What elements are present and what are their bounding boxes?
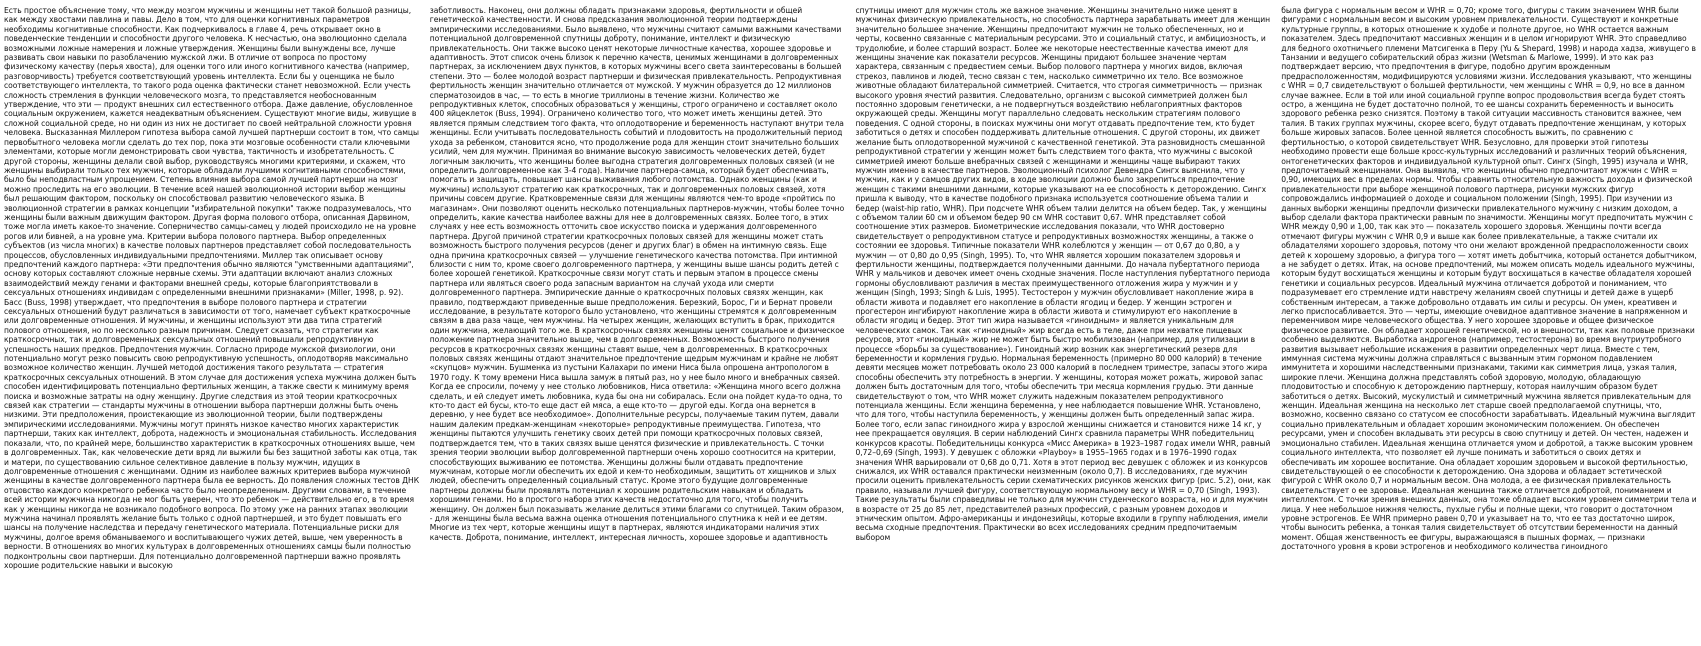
text-column-2 (430, 6, 846, 638)
text-column-3 (856, 6, 1272, 638)
paragraph: заботливость. Наконец, они должны обладать признаками здоровья, фертильности и общей генетической качественности. И снова предсказания эволюционной теории подтверждены эмпирическими исследованиями. Было выявлено, что мужчины считают самыми важными качествами потенциальной долговременной спутницы доброту, понимание, интеллект и физическую привлекательность. Они также высоко ценят некоторые личностные качества, хорошее здоровье и адаптивность. Этот список очень близок к перечню качеств, ценимых женщинами в долговременных партнерах, за исключением двух пунктов, в которых мужчины всего света заинтересованы в большей степени. Это — более молодой возраст партнерши и физическая привлекательность. Репродуктивная фертильность женщин значительно отличается от мужской. У мужчин образуется до 12 миллионов сперматозоидов в час, — то есть в многие триллионы в течение жизни. Количество же репродуктивных клеток, способных образоваться у женщины, строго ограничено и составляет около 400 яйцеклеток (Buss, 1994). Ограничено количество того, что может иметь женщины детей. Это является прямым следствием того факта, что оплодотворение и беременность наступают внутри тела женщины. Если учитывать последовательность событий и плодовитость на продолжительный период ухода за ребенком, становится ясно, что продолжение рода для женщин стоит значительно больших усилий, чем для мужчин. Принимая во внимание высокую зависимость человеческих детей, будет логичным заключить, что женщины более выгодна стратегия долговременных половых связей (и не определить долговременное как 3-4 года). Наличие партнера-самца, который будет обеспечивать, помогать и защищать, повышает шансы выживания любого потомства. Однако женщины (как и мужчины) используют стратегию как краткосрочных, так и долговременных половых связей, хотя причины совсем другие. Кратковременные связи для женщины являются чем-то вроде «пройтись по магазинам». Они позволяют оценить несколько потенциальных партнеров-мужчин, чтобы более точно определить, какие качества наиболее важны для нее в долговременных связях. Более того, в этих случаях у нее есть возможность отточить свое искусство поиска и удержания долговременного партнера. Другой причиной стратегии краткосрочных половых связей для женщины может стать возможность быстрого получения ресурсов (денег и других благ) в обмен на интимную связь. Еще одна причина краткосрочных связей — улучшение генетического качества потомства. При интимной близости с ним то, кроме своего долговременного партнера, у женщины выше шансы родить детей с более хорошей генетикой. Краткосрочные связи могут стать и первым этапом в процессе смены партнера или являться своего рода запасным вариантом на случай ухода или смерти долговременного партнера. Эмпирические данные о краткосрочных половых связях женщин, как правило, подтверждают приведенные выше предположения. Березкий, Борос, Ги и Бернат провели исследование, в результате которого было установлено, что женщины стремятся к долговременным связям в два раза чаще, чем мужчины. На четырех женщин, желающих вступить в брак, приходится один мужчина, желающий того же. В краткосрочных связях женщины ценят социальное и физическое положение партнера значительно выше, чем в долговременных. Возможность быстрого получения ресурсов в краткосрочных связях женщины ставят выше, чем в долговременных. В краткосрочных половых связях женщины отдают значительное предпочтение щедрым мужчинам и крайне не любят «скупцов» мужчин. Бушменка из пустыни Калахари по имени Ниса была опрошена антропологом в 1970 году. К тому времени Ниса вышла замуж в пятый раз, но у нее было много и внебрачных связей. Когда ее спросили, почему у нее столько любовников, Ниса ответила: «Женщина много всего должна сделать, и ей следует иметь любовника, куда бы она ни собиралась. Если она пойдет куда-то одна, то кто-то даст ей бусы, кто-то еще даст ей мяса, а еще кто-то — другой еды. Когда она вернется в деревню, у нее будет все необходимое». Дополнительные ресурсы, получаемые таким путем, давали нашим далеким предкам-женщинам «некоторые» репродуктивные преимущества. Гипотеза, что женщины пытаются улучшить генетику своих детей при помощи краткосрочных половых связей, подтверждается тем, что в таких связях выше ценятся физические и привлекательность. С точки зрения теории эволюции выбор долговременной партнерши очень хорошо соотносится на критерии, способствующих выживанию ее потомства. Женщины должны были отдавать предпочтение мужчинам, которые могли обеспечить их едой и кем-то необходимым, защитить от хищников и злых людей, обеспечить определенный социальный статус. Кроме этого будущие долговременные партнеры должны были проявлять потенциал к хорошим родительским навыкам и обладать хорошими генами. Но в простого набора этих качеств недостаточно для того, чтобы получить женщину. Он должен был показывать желание делиться этими благами со спутницей. Таким образом, - для женщины была весьма важна оценка отношения потенциального спутника к ней и ее детям. Многие из тех черт, которые женщины ищут в партнерах, являются индикаторами наличия этих качеств. Доброта, понимание, интеллект, интересная личность, хорошее здоровье и адаптивность (429, 6, 847, 542)
text-column-1 (4, 6, 420, 638)
text-column-4 (1281, 6, 1700, 638)
paragraph: Есть простое объяснение тому, что между мозгом мужчины и женщины нет такой большой разницы, как между хвостами павлина и павы. Дело в том, что для оценки когнитивных параметров необходимы когнитивные способности. Как подчеркивалось в главе 4, речь открывает окно в поведенческие тенденции и способности другого человека. К несчастью, она эволюционно сделала возможными ложные намерения и ложные утверждения. Женщины были вынуждены все, лучше развивать свои навыки по разоблачению мужской лжи. В отличие от вопроса по простому физическому качеству (перья хвоста), для оценки того или иного когнитивного качества (например, разговорчивость) требуется соответствующий уровень интеллекта. Если бы у оценщика не было соответствующего интеллекта, то такого рода оценка фактически станет невозможной. Если учесть сложность стремления в функции человеческого мозга, то представляется необоснованным утверждение, что эти — продукт внешних сил естественного отбора. Даже давление, обусловленное социальным окружением, кажется неадекватным объяснением. Существуют многие виды, живущие в сложной социальной среде, но ни один из них не достигает по своей нейтральной сложности уровня человека. Высказанная Миллером гипотеза выбора самой лучшей партнерши состоит в том, что самцы первобытного человека могли сделать до тех пор, пока эти мозговые особенности стали ключевыми элементами, которые могли демонстрировать свои чувства, тактичность и изобретательность. С другой стороны, женщины делали свой выбор, руководствуясь многими критериями, и скажем, что женщины выбирали только тех мужчин, которые обладали лучшими когнитивными способностями, было бы неподвластным упрощением. Степень влияния выбора самой лучшей партнерши на мозг можно проследить на его эволюции. В течение всей нашей эволюционной истории выбор женщины был решающим фактором, поскольку он способствовал развитию человеческого языка. В эволюционной стратегии в рамках концепции "избирательной покупки" также подразумевалось, что женщины были важным движущим фактором. Другая форма полового отбора, описанная Дарвином, тоже могла иметь какое-то значение. Соперничество самцы-самец у людей происходило не на уровне рогов или бивней, а на уровне ума. Критерии выбора полового партнера. Выбор определенных субъектов (из числа многих) в качестве половых партнеров представляет собой последовательность процессов, обусловленных индивидуальными предпочтениями. Миллер так описывает основу предпочтений каждого партнера: «Эти предпочтения обычно являются "умственными адаптациями", основу которых составляют сложные нервные схемы. Эти адаптации включают анализ сложных взаимодействий между генами и факторами внешней среды, которые благоприятствовали в сексуальных отношениях индивидам с определенными внешними признаками» (Miller, 1998, p. 92). Басс (Buss, 1998) утверждает, что предпочтения в выборе полового партнера и стратегии сексуальных отношений будут различаться в зависимости от того, намечает субъект краткосрочные или долговременные отношения. И мужчины, и женщины используют эти два типа стратегий полового отношения, но по несколько разным причинам. Следует сказать, что стратегии как краткосрочных, так и долговременных сексуальных отношений повышали репродуктивную успешность наших предков. Предпочтения мужчин. Согласно природе мужской физиологии, они потенциально могут резко повысить свою репродуктивную успешность, оплодотворяв максимально возможное количество женщин. Лучшей методой достижения такого результата — стратегия краткосрочных сексуальных отношений. В этом случае для достижения успеха мужчина должен быть способен идентифицировать потенциально фертильных женщин, а также свести к минимуму время поиска и возможные затраты на одну женщину. Другие следствия из этой теории краткосрочных связей как стратегии — стандарты мужчины в отношении выбора партнерши должны быть очень низкими. Эти предположения, проистекающие из эволюционной теории, были подтверждены эмпирическими исследованиями. Мужчины могут принять низкое качество многих характеристик партнерши, таких как интеллект, доброта, надежность и эмоциональная стабильность. Исследования показали, что, по крайней мере, большинство характеристик в краткосрочных отношениях выше, чем в долговременных. Так, как человеческие дети вряд ли выжили бы без защитной заботы как отца, так и матери, по существованию сильное селективное давление в пользу мужчин, идущих в долговременные отношения с женщинами. Одним из наиболее важных критериев выбора мужчиной женщины в качестве долговременного партнера была ее верность. До появления сложных тестов ДНК отцовство каждого конкретного ребенка часто было неопределенным. Другими словами, в течение всей истории мужчина никогда не мог быть уверен, что это ребенок — действительно его, в то время как у женщины никогда не возникало подобного вопроса. По этому уже на ранних этапах эволюции мужчина начинал проявлять желание быть только с одной партнершей, и это будет повышать его шансы на получение наследства и передачу генетического материала. Потенциальные риски для мужчины, долгое время обманываемого и воспитывающего чужих детей, выше, чем уверенность в верности. В отношениях во многих культурах в долговременных отношениях самцы были полностью подконтрольны свои партнерши. Для потенциально долговременной партнерши важно проявлять хорошие родительские навыки и высокую (4, 6, 422, 570)
paragraph: была фигура с нормальным весом и WHR = 0,70; кроме того, фигуры с таким значением WHR были фигурами с нормальным весом и высоким уровнем привлекательности. Существуют и конкретные культурные группы, в которых отношение к худобе и полноте другое, но WHR остается важным показателем. Здесь предпочитают массивных женщин и в целом игнорируют WHR. Это справедливо для бедного охотничьего племени Матсигенка в Перу (Yu & Shepard, 1998) и народа хадза, живущего в Танзании и ведущего собирательский образ жизни (Wetsman & Marlowe, 1999). И это как раз подтверждает версию, что предпочтения в фигуре, подобно другим врожденным предрасположенностям, модифицируются условиями жизни. Исследования указывают, что женщины с WHR = 0,7 свидетельствуют о большей фертильности, чем женщины с WHR = 0,9, но все в данном случае важнее. Если в той или иной социальной группе вопрос продовольствия всегда будет стоять остро, а женщина не будет достаточно полной, то ее шансы сохранить беременность и выносить здорового ребенка резко снизятся. Поэтому в такой ситуации массивность становится важнее, чем талия. В таких группах мужчины, скорее всего, будут отдавать предпочтение женщинам, у которых больше жировых запасов. Более ценной является способность выжить, по сравнению с фертильностью, о которой свидетельствует WHR. Безусловно, для проверки этой гипотезы необходимо провести еще больше кросс-культурных исследований и различных теорий объяснения, онтогенетических факторов и индивидуальной культурной опыт. Сингх (Singh, 1995) изучала и WHR, предпочитаемый женщинами. Она выявила, что женщины обычно предпочитают мужчин с WHR = 0,90, имеющих вес в пределах нормы. Чтобы сравнить относительную важность дохода и физической привлекательности при выборе женщиной полового партнера, рисунки мужских фигур сопровождались информацией о доходе и социальном положении (Singh, 1995). При изучении из данных выборки женщины предпочли физически привлекательного мужчину с низким доходом, а выбор сделали фактора практически равным по значимости. Женщины могут предпочитать мужчин с WHR между 0,90 и 1,00, так как это — показатель хорошего здоровья. Женщины почти всегда отмечают фигуры мужчин с WHR 0,9 и выше как более привлекательные, а также считали их обладателями хорошего здоровья, потому что они желают врожденной предрасположенности своих детей к хорошему здоровью, а фигура того — хотят иметь добытчика, который останется добытчиком, а не забудет о детях. Итак, на основе предпочтений, мы можем описать модель идеального мужчины, которым будут восхищаться женщины и которым будут восхищаться в качестве обладателя хорошей генетики и социальных ресурсов. Идеальный мужчина отличается добротой и пониманием, что подразумевает его стремление идти навстречу желаниям своей спутницы и детей даже в ущерб собственным интересам, а также добровольно отдавать им силы и ресурсы. Он умен, креативен и легко приспосабливается. Это — черты, имеющие очевидное адаптивное значение в напряженном и переменчивом мире человеческого общества. У него хорошее здоровье и общее физическое физическое развитие. Он обладает хорошей генетической, но и внешности, так как половые признаки особенно выделяются. Выработка андрогенов (например, тестостерона) во время внутриутробного развития вызывает небольшие искажения в развитии определенных черт лица. Вместе с тем, иммунная система мужчины должна справляться с вызванным этим гормоном подавлением иммунитета и хорошими наследственными признаками, такими как симметрия лица, узкая талия, широкие плечи. Женщина должна представлять собой здоровую, молодую, обладающую плодовитостью и способную к деторождению партнершу, которая наилучшим образом будет заботиться о детях. Высокий, мускулистый и симметричный мужчина является привлекательным для женщин. Идеальная женщина на несколько лет старше своей предполагаемой спутницы, что, возможно, косвенно связано со статусом ее способности зарабатывать. Идеальный мужчина выглядит социально привлекательным и обладает хорошим экономическим положением. Он обеспечен ресурсами, умен и способен вкладывать эти ресурсы в свою спутницу и детей. Он честен, надежен и эмоционально стабилен. Идеальная женщина отличается умом и добротой, а также высоким уровнем социального интеллекта, что позволяет ей лучше понимать и заботиться о своих детях и обеспечивать им хорошее воспитание. Она обладает хорошим здоровьем и высокой фертильностью, свидетельствующей о ее способности к деторождению. Она здорова и обладает эстетической фигурой с WHR около 0,7 и нормальным весом. Она молода, а ее физическая привлекательность свидетельствует о ее здоровье. Идеальная женщина также отличается добротой, пониманием и интеллектом. С точки зрения внешних данных, она тоже обладает высоким уровнем симметрии тела и лица. У нее небольшое нижняя челюсть, пухлые губы и полные щеки, что говорит о достаточном уровне эстрогенов. Ее WHR примерно равен 0,70 и указывает на то, что ее таз достаточно широк, чтобы выносить ребенка, а тонкая талия свидетельствует об отсутствии беременности на данный момент. Общая женственность ее фигуры, выражающаяся в пышных формах, — признаки достаточного уровня в крови эстрогенов и необходимого количества гиноидного (1281, 6, 1700, 552)
paragraph: спутницы имеют для мужчин столь же важное значение. Женщины значительно ниже ценят в мужчинах физическую привлекательность, но способность партнера зарабатывать имеет для женщин значительно большее значение. Женщины предпочитают мужчин не только обеспеченных, но и черты, косвенно связанные с материальным ресурсами. Это и социальный статус, и амбициозность, и трудолюбие, и более старший возраст. Более же некоторые неестественные качества имеют для женщины значение как показатели ресурсов. Женщины придают большее значение чертам характера, связанным с предвестием семьи. Выбор полового партнера у многих видов, включая стрекоз, павлинов и людей, тесно связан с тем, насколько симметрично их тело. Все возможное животные обладают билатеральной симметрией. Считается, что строгая симметричность — признак высокого уровня ячестий развития. Следовательно, организм с высокой симметрией должен был постоянно здоровым генетически, а не подвергнуться воздействию неблагоприятных факторов окружающей среды. Женщины могут параллельно следовать нескольким стратегиям полового поведения. С одной стороны, в поисках мужчины они могут отдавать предпочтение тем, кто будет заботиться о детях и способен поддерживать длительные отношения. С другой стороны, их движет желание быть оплодотворенной мужчиной с качественной генетикой. Эта разновидность смешанной репродуктивной стратегии у женщин может быть следствием того факта, что мужчины с высокой симметрией имеют больше внебрачных связей с женщинами и женщины чаще выбирают таких мужчин именно в качестве партнеров. Эволюционный психолог Девендра Сингх выяснила, что у мужчин, как и у самцов других видов, в ходе эволюции должно было закрепиться предпочтение женщин с такими внешними данными, которые указывают на ее способность к деторождению. Сингх пришла к выводу, что в качестве подобного признака используется соотношение объема талии и бедер (waist-hip ratio, WHR). При подсчете WHR объем талии делится на объем бедер. Так, у женщины с объемом талии 60 см и объемом бедер 90 см WHR составит 0,67. WHR представляет собой соотношение этих размеров. Биометрические исследования показали, что WHR достоверно свидетельствует о репродуктивном статусе и репродуктивных возможностях женщины, а также о состоянии ее здоровья. Типичные показатели WHR колеблются у женщин — от 0,67 до 0,80, а у мужчин — от 0,80 до 0,95 (Singh, 1995). То, что WHR является хорошим показателем здоровья и фертильности женщины, подтверждается полученными данными. До начала пубертатного периода WHR у мальчиков и девочек имеет очень сходные значения. После наступления пубертатного периода гормоны обусловливают различия в местах преимущественного отложения жира у мужчин и у женщин (Singh, 1993; Singh & Luis, 1995). Тестостерон у мужчин обусловливает накопление жира в области живота и подавляет его накопление в области ягодиц и бедер. У женщин эстроген и прогестерон ингибируют накопление жира в области живота и стимулируют его накопление в области ягодиц и бедер. Этот тип жира называется «гиноидным» и является уникальным для человеческих самок. Так как «гиноидный» жир всегда есть в теле, даже при нехватке пищевых ресурсов, этот «гиноидный» жир не может быть быстро мобилизован (например, для утилизации в процессе «борьбы за существование»). Гиноидный жир возник как энергетический резерв для беременности и кормления грудью. Нормальная беременность (примерно 80 000 калорий) в течение девяти месяцев может потребовать около 23 000 калорий в последнем триместре, запасы этого жира способны обеспечить эту потребность в энергии. У женщины, которая может рожать, жировой запас должен быть достаточным для того, чтобы обеспечить три месяца кормления грудью. Эти данные свидетельствуют о том, что WHR может служить надежным показателем репродуктивного потенциала женщины. Если женщина беременна, у нее наблюдается повышение WHR. Установлено, что для того, чтобы наступила беременность, у женщины должен быть определенный запас жира. Более того, если запас гиноидного жира у взрослой женщины снижается и становится ниже 14 кг, у нее прекращается овуляция. В серии наблюдений Сингх сравнила параметры WHR победительниц конкурсов красоты. Победительницы конкурса «Мисс Америка» в 1923–1987 годах имели WHR, равный 0,72–0,69 (Singh, 1993). У девушек с обложки «Playboy» в 1955–1965 годах и в 1976–1990 годах значения WHR варьировали от 0,68 до 0,71. Хотя в этот период вес девушек с обложек и из конкурсов снижался, их WHR оставался практически неизменным (около 0,7). В исследованиях, где мужчин просили оценить привлекательность серии схематических рисунков женских фигур (рис. 5.2), они, как правило, называли лучшей фигуру, соответствующую нормальному весу и WHR = 0,70 (Singh, 1993). Такие результаты были справедливы не только для мужчин студенческого возраста, но и для мужчин в возрасте от 25 до 85 лет, представителей разных профессий, с разным уровнем доходов и этническим опытом. Афро-американцы и индонезийцы, которые входили в группу наблюдения, имели весьма сходные предпочтения. Практически во всех исследованиях средним предпочитаемым выбором (855, 6, 1274, 542)
